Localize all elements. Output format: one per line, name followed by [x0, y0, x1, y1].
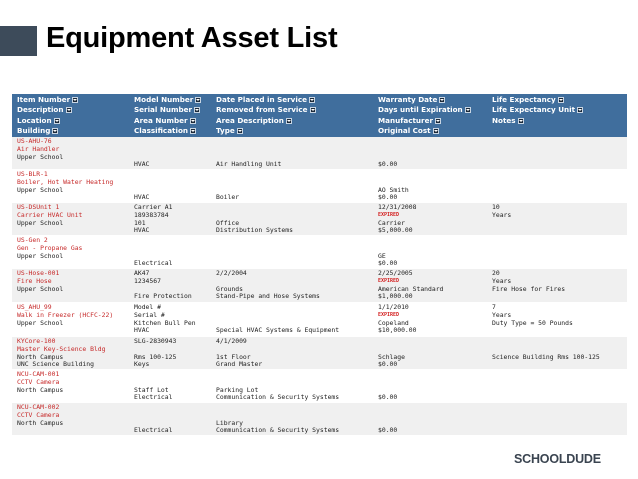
cell-line	[17, 260, 82, 268]
sort-dropdown-icon[interactable]	[518, 118, 524, 124]
cell-line[interactable]: NCU-CAM-001	[17, 370, 60, 378]
cell-line[interactable]: US-DSUnit 1	[17, 203, 60, 211]
cell-line: Upper School	[17, 284, 64, 293]
table-cell	[492, 270, 565, 301]
column-header-label: Item Number	[17, 95, 71, 104]
cell-line: Communication & Security Systems	[216, 426, 340, 435]
column-header[interactable]	[492, 95, 564, 105]
cell-line: 4/1/2009	[216, 337, 247, 345]
table-cell	[216, 371, 339, 402]
table-cell	[378, 371, 397, 402]
table-cell	[216, 338, 262, 369]
sort-dropdown-icon[interactable]	[309, 97, 315, 103]
cell-line	[216, 204, 293, 212]
sort-dropdown-icon[interactable]	[435, 118, 441, 124]
cell-line[interactable]: Master Key-Science Bldg	[17, 344, 106, 353]
cell-line: Distribution Systems	[216, 226, 293, 235]
table-cell	[134, 404, 172, 435]
table-cell	[17, 270, 63, 301]
sort-dropdown-icon[interactable]	[54, 118, 60, 124]
cell-line	[134, 245, 172, 253]
cell-line	[378, 171, 409, 179]
sort-dropdown-icon[interactable]	[286, 118, 292, 124]
cell-line: 7	[492, 303, 496, 311]
column-header-label: Model Number	[134, 95, 194, 104]
column-header[interactable]	[134, 105, 200, 115]
column-header-label: Removed from Service	[216, 105, 308, 115]
cell-line[interactable]: US_AHU_99	[17, 303, 52, 311]
cell-line: $0.00	[378, 193, 398, 202]
cell-line: 1234567	[134, 276, 161, 285]
cell-line: Rms 100-125	[134, 352, 177, 361]
table-cell	[134, 338, 176, 369]
cell-line: 12/31/2008	[378, 203, 417, 211]
column-header-label: Date Placed in Service	[216, 95, 307, 104]
cell-line[interactable]: Boiler, Hot Water Heating	[17, 177, 114, 186]
table-cell	[216, 404, 339, 435]
title-accent-bar	[0, 26, 37, 56]
column-header[interactable]	[134, 95, 201, 105]
table-cell	[378, 338, 405, 369]
cell-line[interactable]: KYCore-100	[17, 337, 56, 345]
cell-line	[17, 194, 113, 202]
table-cell	[216, 204, 293, 235]
cell-line: Fire Hose for Fires	[492, 284, 566, 293]
cell-line	[134, 138, 149, 146]
column-header-label: Classification	[134, 125, 189, 135]
cell-line: Years	[492, 276, 512, 285]
table-cell	[378, 171, 409, 202]
table-cell	[17, 404, 63, 435]
cell-line	[134, 237, 172, 245]
cell-line: $0.00	[378, 393, 398, 402]
cell-line: Upper School	[17, 152, 64, 161]
cell-line	[492, 327, 573, 335]
cell-line	[378, 146, 397, 154]
cell-line	[216, 312, 339, 320]
column-header[interactable]	[378, 105, 471, 115]
cell-line: 2/2/2004	[216, 269, 247, 277]
cell-line: HVAC	[134, 160, 150, 169]
cell-line	[216, 404, 339, 412]
column-header[interactable]	[216, 95, 315, 105]
column-header[interactable]	[17, 126, 58, 136]
column-header-label: Description	[17, 105, 64, 115]
column-header-label: Notes	[492, 115, 516, 125]
cell-line: 1st Floor	[216, 352, 251, 361]
cell-line: Science Building Rms 100-125	[492, 352, 600, 361]
sort-dropdown-icon[interactable]	[190, 118, 196, 124]
cell-line	[492, 227, 511, 235]
sort-dropdown-icon[interactable]	[66, 107, 72, 113]
column-header[interactable]	[134, 126, 196, 136]
cell-line: Carrier	[378, 218, 405, 227]
cell-line[interactable]: Walk in Freezer (HCFC-22)	[17, 310, 114, 319]
table-cell	[17, 371, 63, 402]
table-cell	[134, 171, 149, 202]
cell-line: 20	[492, 269, 500, 277]
cell-line: Boiler	[216, 193, 240, 202]
cell-line	[492, 361, 600, 369]
cell-line: EXPIRED	[378, 311, 400, 318]
cell-line	[378, 404, 397, 412]
cell-line	[492, 220, 511, 228]
cell-line: Communication & Security Systems	[216, 393, 340, 402]
asset-table	[12, 94, 627, 448]
slide-title: Equipment Asset List	[46, 22, 338, 54]
sort-dropdown-icon[interactable]	[577, 107, 583, 113]
cell-line	[378, 237, 397, 245]
table-cell	[17, 171, 113, 202]
cell-line: SLG-2830943	[134, 337, 177, 345]
cell-line: Electrical	[134, 426, 173, 435]
table-cell	[216, 270, 320, 301]
cell-line: Upper School	[17, 251, 64, 260]
table-cell	[134, 204, 172, 235]
table-row[interactable]	[12, 403, 627, 436]
cell-line: $0.00	[378, 426, 398, 435]
cell-line: AK47	[134, 269, 150, 277]
cell-line: Electrical	[134, 259, 173, 268]
column-header-label: Type	[216, 125, 235, 135]
sort-dropdown-icon[interactable]	[194, 107, 200, 113]
cell-line: GE	[378, 251, 386, 260]
sort-dropdown-icon[interactable]	[310, 107, 316, 113]
sort-dropdown-icon[interactable]	[558, 97, 564, 103]
cell-line	[216, 138, 281, 146]
cell-line	[17, 227, 82, 235]
column-header[interactable]	[492, 116, 524, 126]
table-cell	[492, 338, 600, 369]
cell-line: Copeland	[378, 318, 409, 327]
table-cell	[378, 304, 416, 335]
column-header[interactable]	[378, 95, 445, 105]
table-cell	[134, 138, 149, 169]
table-cell	[17, 304, 113, 335]
cell-line: Upper School	[17, 185, 64, 194]
table-cell	[216, 138, 281, 169]
cell-line[interactable]: Air Handler	[17, 144, 60, 153]
table-cell	[17, 237, 82, 268]
cell-line: Staff Lot	[134, 385, 169, 394]
cell-line	[134, 412, 172, 420]
cell-line: Grounds	[216, 284, 243, 293]
cell-line: HVAC	[134, 193, 150, 202]
column-header-label: Building	[17, 125, 51, 135]
cell-line	[134, 371, 172, 379]
cell-line: $0.00	[378, 360, 398, 369]
cell-line[interactable]: US-Gen 2	[17, 236, 48, 244]
column-header-label: Area Description	[216, 115, 284, 125]
cell-line	[17, 327, 113, 335]
cell-line[interactable]: Carrier HVAC Unit	[17, 210, 83, 219]
column-header[interactable]	[134, 116, 196, 126]
column-header-label: Days until Expiration	[378, 105, 463, 115]
cell-line: UNC Science Building	[17, 360, 94, 369]
cell-line[interactable]: CCTV Camera	[17, 377, 60, 386]
cell-line: Fire Protection	[134, 292, 192, 301]
cell-line	[492, 293, 565, 301]
column-header-label: Location	[17, 115, 52, 125]
cell-line: Years	[492, 310, 512, 319]
cell-line: 10	[492, 203, 500, 211]
cell-line: Kitchen Bull Pen	[134, 318, 196, 327]
cell-line	[378, 379, 397, 387]
sort-dropdown-icon[interactable]	[195, 97, 201, 103]
column-header[interactable]	[378, 116, 441, 126]
sort-dropdown-icon[interactable]	[190, 128, 196, 134]
table-cell	[134, 371, 172, 402]
table-row[interactable]	[12, 269, 627, 303]
cell-line: 189383784	[134, 210, 169, 219]
table-cell	[134, 304, 196, 335]
table-cell	[378, 237, 397, 268]
cell-line: North Campus	[17, 385, 64, 394]
cell-line[interactable]: US-BLR-1	[17, 170, 48, 178]
cell-line: Upper School	[17, 318, 64, 327]
cell-line	[216, 179, 239, 187]
table-row[interactable]	[12, 370, 627, 403]
table-cell	[134, 270, 192, 301]
table-cell	[17, 338, 106, 369]
table-cell	[134, 237, 172, 268]
cell-line: Keys	[134, 360, 150, 369]
table-row[interactable]	[12, 203, 627, 236]
cell-line	[134, 171, 149, 179]
cell-line	[378, 412, 397, 420]
cell-line: 1/1/2010	[378, 303, 409, 311]
cell-line[interactable]: Gen - Propane Gas	[17, 243, 83, 252]
sort-dropdown-icon[interactable]	[433, 128, 439, 134]
cell-line: Special HVAC Systems & Equipment	[216, 326, 340, 335]
cell-line: $1,000.00	[378, 292, 413, 301]
table-cell	[378, 204, 416, 235]
cell-line	[134, 404, 172, 412]
cell-line	[17, 161, 63, 169]
cell-line	[216, 371, 339, 379]
table-row[interactable]	[12, 337, 627, 370]
cell-line	[492, 338, 600, 346]
table-cell	[492, 204, 511, 235]
column-header-label: Area Number	[134, 115, 188, 125]
cell-line[interactable]: CCTV Camera	[17, 410, 60, 419]
column-header-label: Warranty Date	[378, 95, 438, 104]
table-cell	[378, 404, 397, 435]
cell-line: $0.00	[378, 259, 398, 268]
table-cell	[216, 304, 339, 335]
cell-line: 2/25/2005	[378, 269, 413, 277]
cell-line: American Standard	[378, 284, 444, 293]
cell-line	[134, 146, 149, 154]
sort-dropdown-icon[interactable]	[465, 107, 471, 113]
table-cell	[17, 204, 82, 235]
sort-dropdown-icon[interactable]	[52, 128, 58, 134]
cell-line[interactable]: NCU-CAM-002	[17, 403, 60, 411]
cell-line	[216, 304, 339, 312]
table-cell	[17, 138, 63, 169]
cell-line	[378, 138, 397, 146]
column-header[interactable]	[216, 105, 316, 115]
sort-dropdown-icon[interactable]	[439, 97, 445, 103]
sort-dropdown-icon[interactable]	[72, 97, 78, 103]
cell-line: $0.00	[378, 160, 398, 169]
cell-line	[17, 394, 63, 402]
table-body	[12, 137, 627, 436]
cell-line[interactable]: US-AHU-76	[17, 137, 52, 145]
cell-line: 101	[134, 218, 146, 227]
cell-line: Office	[216, 218, 240, 227]
table-row[interactable]	[12, 303, 627, 337]
table-cell	[378, 138, 397, 169]
cell-line: Grand Master	[216, 360, 263, 369]
cell-line: $5,000.00	[378, 226, 413, 235]
column-header-label: Serial Number	[134, 105, 193, 115]
cell-line: Electrical	[134, 393, 173, 402]
cell-line[interactable]: US-Hose-001	[17, 269, 60, 277]
cell-line: Air Handling Unit	[216, 160, 282, 169]
column-header[interactable]	[378, 126, 439, 136]
cell-line: Parking Lot	[216, 385, 259, 394]
cell-line: Stand-Pipe and Hose Systems	[216, 292, 320, 301]
column-header-label: Manufacturer	[378, 115, 433, 125]
cell-line: Model #	[134, 303, 161, 311]
column-header-label: Life Expectancy Unit	[492, 105, 576, 115]
table-cell	[216, 171, 239, 202]
cell-line	[134, 179, 149, 187]
schooldude-logo: SCHOOLDUDE	[514, 452, 601, 466]
cell-line	[216, 146, 281, 154]
column-header[interactable]	[17, 105, 72, 115]
cell-line: North Campus	[17, 352, 64, 361]
table-cell	[492, 304, 573, 335]
cell-line: Duty Type = 50 Pounds	[492, 318, 573, 327]
cell-line: Schlage	[378, 352, 405, 361]
column-header[interactable]	[17, 116, 60, 126]
table-row[interactable]	[12, 236, 627, 269]
column-header[interactable]	[17, 95, 78, 105]
cell-line: HVAC	[134, 226, 150, 235]
column-header[interactable]	[216, 126, 243, 136]
sort-dropdown-icon[interactable]	[237, 128, 243, 134]
cell-line: $10,000.00	[378, 326, 417, 335]
cell-line: Library	[216, 418, 243, 427]
cell-line: HVAC	[134, 326, 150, 335]
cell-line: EXPIRED	[378, 211, 400, 218]
cell-line	[378, 338, 405, 346]
table-row[interactable]	[12, 170, 627, 203]
column-header[interactable]	[492, 105, 583, 115]
cell-line	[17, 427, 63, 435]
cell-line: Carrier A1	[134, 203, 173, 211]
column-header-label: Life Expectancy	[492, 95, 556, 104]
cell-line: EXPIRED	[378, 277, 400, 284]
cell-line	[216, 171, 239, 179]
cell-line	[378, 371, 397, 379]
cell-line: Years	[492, 210, 512, 219]
cell-line	[17, 293, 63, 301]
cell-line: Serial #	[134, 310, 165, 319]
column-header[interactable]	[216, 116, 292, 126]
cell-line[interactable]: Fire Hose	[17, 276, 52, 285]
column-header-label: Original Cost	[378, 125, 431, 135]
cell-line: Upper School	[17, 218, 64, 227]
cell-line: North Campus	[17, 418, 64, 427]
table-header	[12, 94, 627, 137]
table-row[interactable]	[12, 137, 627, 170]
cell-line: AO Smith	[378, 185, 409, 194]
table-cell	[378, 270, 443, 301]
